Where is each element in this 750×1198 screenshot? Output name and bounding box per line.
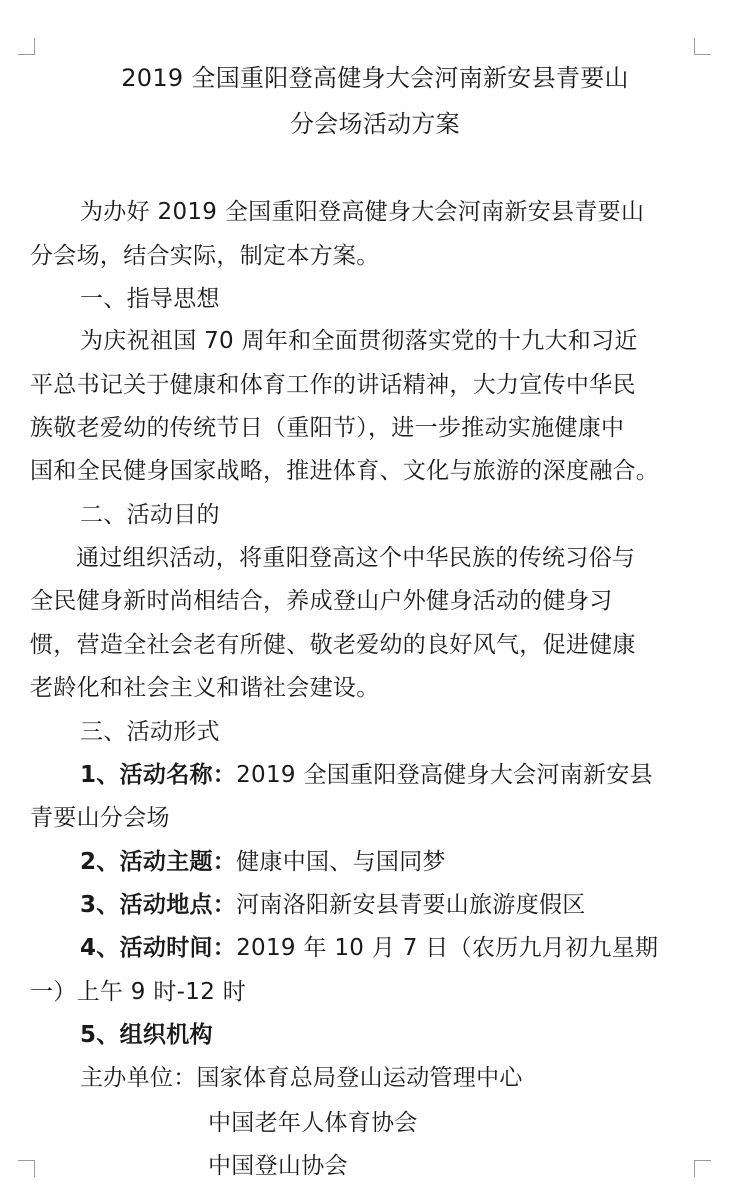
document-title-line1: 2019 全国重阳登高健身大会河南新安县青要山 (121, 64, 629, 92)
document-title-line2: 分会场活动方案 (289, 110, 461, 138)
intro-line2: 分会场，结合实际，制定本方案。 (30, 243, 380, 269)
activity-time-value: 2019 年 10 月 7 日（农历九月初九星期 (236, 935, 659, 961)
section3-heading: 三、活动形式 (80, 719, 220, 745)
page-corner-top-left (18, 38, 35, 55)
activity-theme-value: 健康中国、与国同梦 (236, 849, 446, 875)
section1-line2: 平总书记关于健康和体育工作的讲话精神，大力宣传中华民 (30, 372, 636, 398)
host-label: 主办单位： (80, 1065, 197, 1091)
activity-location-label: 3、活动地点： (80, 892, 237, 918)
intro-line1: 为办好 2019 全国重阳登高健身大会河南新安县青要山 (80, 199, 645, 225)
section1-line3: 族敬老爱幼的传统节日（重阳节），进一步推动实施健康中 (30, 415, 625, 441)
page-corner-bottom-right (694, 1160, 711, 1177)
section2-line2: 全民健身新时尚相结合，养成登山户外健身活动的健身习 (30, 588, 613, 614)
section1-line1: 为庆祝祖国 70 周年和全面贯彻落实党的十九大和习近 (80, 328, 638, 354)
activity-name-continued: 青要山分会场 (30, 805, 170, 831)
section2-line3: 惯，营造全社会老有所健、敬老爱幼的良好风气，促进健康 (30, 632, 636, 658)
activity-location-value: 河南洛阳新安县青要山旅游度假区 (236, 892, 586, 918)
activity-theme-label: 2、活动主题： (80, 849, 237, 875)
activity-theme-row (80, 846, 446, 878)
organization-label: 5、组织机构 (80, 1022, 213, 1048)
activity-name-row (80, 759, 653, 791)
section1-line4: 国和全民健身国家战略，推进体育、文化与旅游的深度融合。 (30, 458, 660, 484)
page-corner-bottom-left (18, 1160, 35, 1177)
activity-name-value: 2019 全国重阳登高健身大会河南新安县 (236, 762, 653, 788)
activity-time-continued: 一）上午 9 时-12 时 (30, 979, 247, 1005)
section1-heading: 一、指导思想 (80, 286, 220, 312)
section2-line1: 通过组织活动，将重阳登高这个中华民族的传统习俗与 (76, 545, 636, 571)
host-org-2: 中国老年人体育协会 (208, 1110, 418, 1136)
activity-location-row (80, 889, 586, 921)
section2-heading: 二、活动目的 (80, 502, 220, 528)
section2-line4: 老龄化和社会主义和谐社会建设。 (30, 675, 380, 701)
host-org-1: 国家体育总局登山运动管理中心 (196, 1065, 523, 1091)
activity-time-label: 4、活动时间： (80, 935, 237, 961)
activity-name-label: 1、活动名称： (80, 762, 237, 788)
organization-heading (80, 1019, 213, 1051)
host-row (80, 1062, 523, 1094)
host-org-3: 中国登山协会 (208, 1153, 348, 1179)
activity-time-row (80, 932, 658, 964)
page-corner-top-right (694, 38, 711, 55)
